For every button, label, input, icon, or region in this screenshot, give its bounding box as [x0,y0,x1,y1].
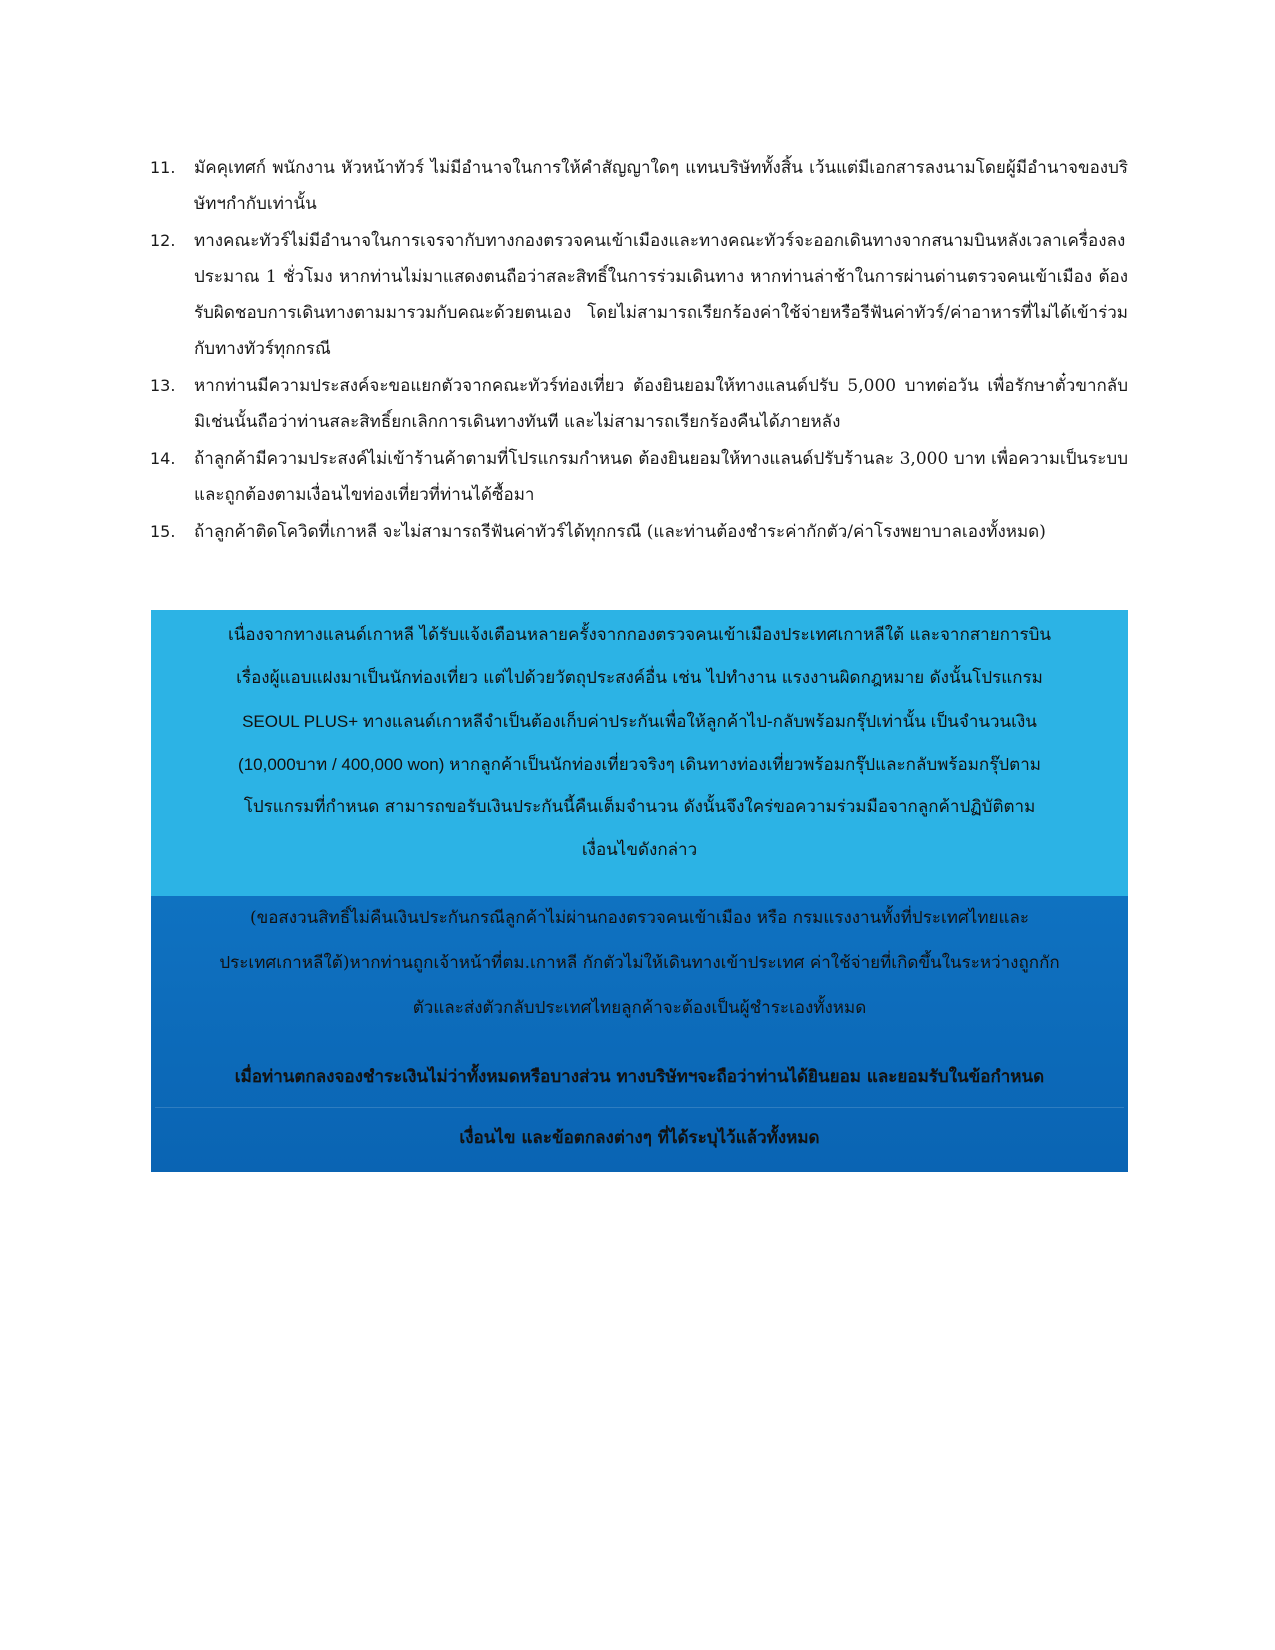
deposit-notice-box [151,610,1128,1172]
notice-line: โปรแกรมที่กำหนด สามารถขอรับเงินประกันนี้คืนเต็มจำนวน ดังนั้นจึงใคร่ขอความร่วมมือจากลูกค้าปฏิบัติตาม [243,797,1036,817]
term-number: 15. [150,522,176,541]
disclaimer-line: ประเทศเกาหลีใต้)หากท่านถูกเจ้าหน้าที่ตม.เกาหลี กักตัวไม่ให้เดินทางเข้าประเทศ ค่าใช้จ่ายที่เกิดขึ้นในระหว่างถูกกัก [219,953,1060,973]
term-item-11 [150,150,1128,222]
term-item-13 [150,368,1128,440]
term-text: ถ้าลูกค้ามีความประสงค์ไม่เข้าร้านค้าตามที่โปรแกรมกำหนด ต้องยินยอมให้ทางแลนด์ปรับร้านละ 3,000 บาท เพื่อความเป็นระบบ และถูกต้องตามเงื่อนไขท่องเที่ยวที่ท่านได้ซื้อมา [194,449,1128,505]
deposit-notice [151,610,1128,896]
notice-line: เงื่อนไขดังกล่าว [581,840,698,860]
term-text: หากท่านมีความประสงค์จะขอแยกตัวจากคณะทัวร์ท่องเที่ยว ต้องยินยอมให้ทางแลนด์ปรับ 5,000 บาทต่อวัน เพื่อรักษาตั๋วขากลับ มิเช่นนั้นถือว่าท่านสละสิทธิ์ยกเลิกการเดินทางทันที และไม่สามารถเรียกร้องคืนได้ภายหลัง [194,376,1128,432]
agreement-line: เงื่อนไข และข้อตกลงต่างๆ ที่ได้ระบุไว้แล้วทั้งหมด [459,1128,820,1148]
term-number: 14. [150,449,176,468]
term-text: ถ้าลูกค้าติดโควิดที่เกาหลี จะไม่สามารถรีฟันค่าทัวร์ได้ทุกกรณี (และท่านต้องชำระค่ากักตัว/ค่าโรงพยาบาลเองทั้งหมด) [194,522,1046,542]
term-text: ทางคณะทัวร์ไม่มีอำนาจในการเจรจากับทางกองตรวจคนเข้าเมืองและทางคณะทัวร์จะออกเดินทางจากสนามบินหลังเวลาเครื่องลงประมาณ 1 ชั่วโมง หากท่านไม่มาแสดงตนถือว่าสละสิทธิ์ในการร่วมเดินทาง หากท่านล่าช้าในการผ่านด่านตรวจคนเข้าเมือง ต้องรับผิดชอบการเดินทางตามมารวมกับคณะด้วยตนเอง โดยไม่สามารถเรียกร้องค่าใช้จ่ายหรือรีฟันค่าทัวร์/ค่าอาหารที่ไม่ได้เข้าร่วมกับทางทัวร์ทุกกรณี [194,231,1128,359]
disclaimer-section [151,896,1128,1172]
terms-list [150,150,1128,551]
disclaimer-line: (ขอสงวนสิทธิ์ไม่คืนเงินประกันกรณีลูกค้าไม่ผ่านกองตรวจคนเข้าเมือง หรือ กรมแรงงานทั้งที่ประเทศไทยและ [249,908,1030,928]
term-number: 13. [150,376,176,395]
term-number: 12. [150,231,176,250]
disclaimer-line: ตัวและส่งตัวกลับประเทศไทยลูกค้าจะต้องเป็นผู้ชำระเองทั้งหมด [412,998,867,1018]
notice-line: (10,000บาท / 400,000 won) หากลูกค้าเป็นนักท่องเที่ยวจริงๆ เดินทางท่องเที่ยวพร้อมกรุ๊ปและกลับพร้อมกรุ๊ปตาม [238,755,1041,774]
term-number: 11. [150,158,176,177]
term-item-12 [150,223,1128,367]
term-item-15 [150,514,1128,550]
notice-line: SEOUL PLUS+ ทางแลนด์เกาหลีจำเป็นต้องเก็บค่าประกันเพื่อให้ลูกค้าไป-กลับพร้อมกรุ๊ปเท่านั้น เป็นจำนวนเงิน [242,712,1037,731]
agreement-line: เมื่อท่านตกลงจองชำระเงินไม่ว่าทั้งหมดหรือบางส่วน ทางบริษัทฯจะถือว่าท่านได้ยินยอม และยอมรับในข้อกำหนด [234,1067,1045,1087]
notice-line: เรื่องผู้แอบแฝงมาเป็นนักท่องเที่ยว แต่ไปด้วยวัตถุประสงค์อื่น เช่น ไปทำงาน แรงงานผิดกฎหมาย ดังนั้นโปรแกรม [236,668,1043,688]
term-text: มัคคุเทศก์ พนักงาน หัวหน้าทัวร์ ไม่มีอำนาจในการให้คำสัญญาใดๆ แทนบริษัททั้งสิ้น เว้นแต่มีเอกสารลงนามโดยผู้มีอำนาจของบริษัทฯกำกับเท่านั้น [194,158,1128,214]
notice-line: เนื่องจากทางแลนด์เกาหลี ได้รับแจ้งเตือนหลายครั้งจากกองตรวจคนเข้าเมืองประเทศเกาหลีใต้ และจากสายการบิน [227,625,1052,645]
term-item-14 [150,441,1128,513]
